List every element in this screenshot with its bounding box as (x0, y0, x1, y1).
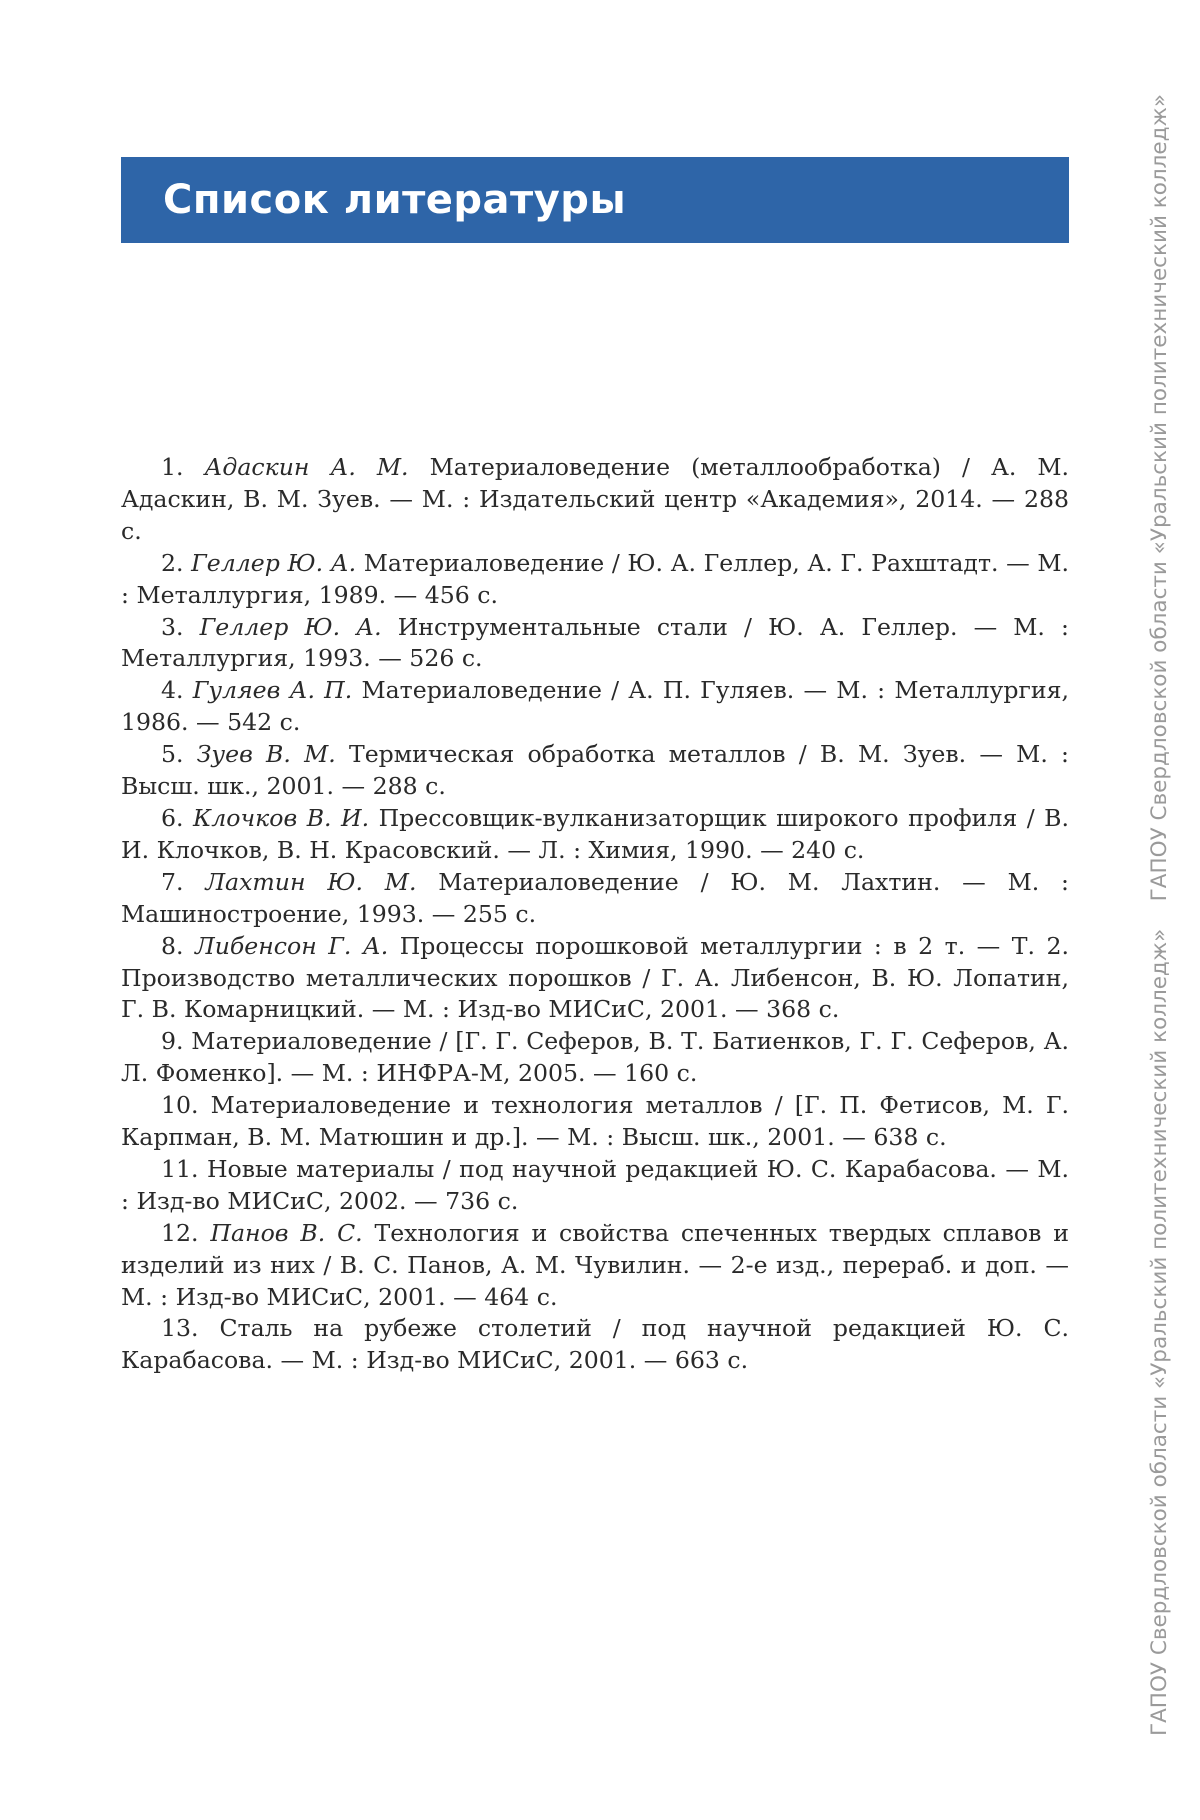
ref-author: Панов В. С. (210, 1218, 363, 1247)
ref-number: 4. (161, 676, 193, 705)
ref-number: 8. (161, 931, 195, 960)
list-item (121, 867, 1069, 931)
ref-number: 2. (161, 548, 192, 577)
ref-number: 12. (161, 1218, 211, 1247)
ref-number: 7. (161, 867, 206, 896)
ref-number: 13. (161, 1314, 220, 1343)
section-header (121, 157, 1069, 243)
ref-author: Адаскин А. М. (204, 453, 409, 481)
ref-text: Термическая обработка металлов / В. М. Зуев. — М. : Высш. шк., 2001. — 288 с. (121, 740, 1069, 801)
ref-author: Геллер Ю. А. (191, 548, 357, 577)
ref-text: Материаловедение (металлообработка) / А. М. Адаскин, В. М. Зуев. — М. : Издательский центр «Академия», 2014. — 288 с. (121, 453, 1070, 545)
ref-author: Геллер Ю. А. (199, 612, 382, 641)
list-item (121, 803, 1069, 867)
ref-text: Материаловедение / А. П. Гуляев. — М. : Металлургия, 1986. — 542 с. (121, 676, 1069, 737)
ref-number: 9. (161, 1027, 192, 1056)
list-item (121, 548, 1069, 612)
list-item (121, 675, 1069, 739)
ref-author: Гуляев А. П. (192, 676, 353, 705)
ref-author: Зуев В. М. (196, 740, 336, 769)
ref-number: 1. (161, 453, 205, 481)
ref-text: Прессовщик-вулканизаторщик широкого профиля / В. И. Клочков, В. Н. Красовский. — Л. : Химия, 1990. — 240 с. (121, 803, 1070, 864)
ref-number: 10. (161, 1091, 211, 1120)
ref-text: Материаловедение / Ю. М. Лахтин. — М. : Машиностроение, 1993. — 255 с. (121, 867, 1069, 928)
list-item (121, 612, 1069, 676)
ref-text: Материаловедение и технология металлов / [Г. П. Фетисов, М. Г. Карпман, В. М. Матюшин и др.]. — М. : Высш. шк., 2001. — 638 с. (121, 1091, 1069, 1152)
ref-number: 6. (161, 803, 194, 832)
list-item (121, 739, 1069, 803)
page-title: Список литературы (163, 177, 627, 223)
ref-text: Материаловедение / Ю. А. Геллер, А. Г. Рахштадт. — М. : Металлургия, 1989. — 456 с. (121, 548, 1070, 609)
ref-author: Либенсон Г. А. (195, 931, 389, 960)
ref-text: Технология и свойства спеченных твердых сплавов и изделий из них / В. С. Панов, А. М. Чувилин. — 2-е изд., перераб. и доп. — М. : Изд-во МИСиС, 2001. — 464 с. (121, 1218, 1069, 1311)
side-watermark-container (1140, 90, 1180, 1740)
ref-text: Новые материалы / под научной редакцией Ю. С. Карабасова. — М. : Изд-во МИСиС, 2002. — 736 с. (121, 1154, 1070, 1215)
ref-text: Материаловедение / [Г. Г. Сеферов, В. Т. Батиенков, Г. Г. Сеферов, А. Л. Фоменко]. — М. : ИНФРА-М, 2005. — 160 с. (121, 1027, 1070, 1088)
list-item (121, 1026, 1069, 1090)
list-item (121, 1154, 1069, 1218)
ref-text: Процессы порошковой металлургии : в 2 т. — Т. 2. Производство металлических порошков / Г. А. Либенсон, В. Ю. Лопатин, Г. В. Комарницкий. — М. : Изд-во МИСиС, 2001. — 368 с. (121, 931, 1069, 1024)
ref-author: Лахтин Ю. М. (205, 867, 417, 896)
side-watermark: ГАПОУ Свердловской области «Уральский политехнический колледж» ГАПОУ Свердловской области «Уральский политехнический колледж» (1147, 93, 1172, 1737)
ref-text: Сталь на рубеже столетий / под научной редакцией Ю. С. Карабасова. — М. : Изд-во МИСиС, 2001. — 663 с. (121, 1314, 1069, 1375)
list-item (121, 1218, 1069, 1314)
ref-author: Клочков В. И. (193, 803, 370, 832)
ref-text: Инструментальные стали / Ю. А. Геллер. — М. : Металлургия, 1993. — 526 с. (121, 612, 1070, 673)
ref-number: 5. (161, 740, 197, 769)
ref-number: 3. (161, 612, 200, 641)
list-item (121, 1090, 1069, 1154)
list-item (121, 931, 1069, 1027)
reference-list (121, 452, 1069, 1377)
list-item (121, 452, 1069, 548)
list-item (121, 1313, 1069, 1377)
ref-number: 11. (161, 1154, 207, 1183)
